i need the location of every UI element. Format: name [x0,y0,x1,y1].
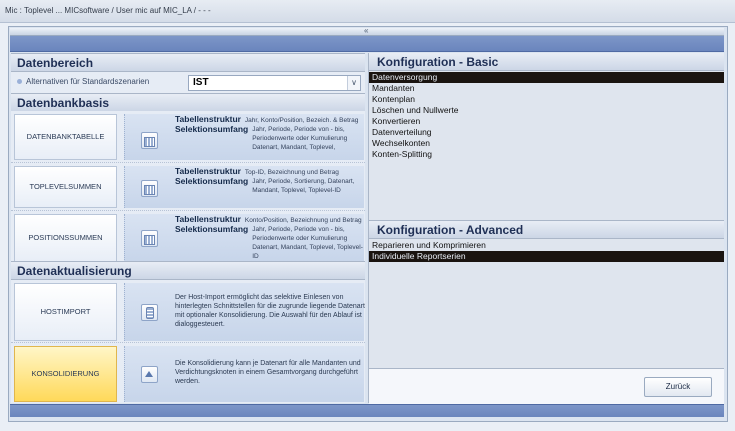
table-icon [141,180,158,197]
list-item[interactable]: Wechselkonten [372,138,430,148]
button-label: KONSOLIDIERUNG [31,369,100,378]
back-button[interactable]: Zurück [644,377,712,397]
hostimport-description: Der Host-Import ermöglicht das selektive Einlesen von hinterlegten Schnittstellen für die zugrunde liegende Datenart mit optionaler Konsolidierung. Die Auswahl für den Ablauf ist dialoggesteuert. [175,294,365,328]
structure-value: Jahr, Konto/Position, Bezeich. & Betrag [244,117,359,124]
header-bar [10,36,724,52]
datenbanktabelle-button[interactable] [14,114,117,160]
consolidate-icon [141,366,158,383]
right-pane [368,53,724,403]
button-label: TOPLEVELSUMMEN [29,182,102,191]
button-label: HOSTIMPORT [40,307,91,316]
chevron-down-icon[interactable]: ∨ [347,76,360,90]
alternatives-value: IST [193,77,209,88]
konsolidierung-description: Die Konsolidierung kann je Datenart für alle Mandanten und Verdichtungsknoten in einem Gesamtvorgang durchgeführt werden. [175,360,361,385]
db-row-toplevelsummen [11,163,365,211]
selection-key: Selektionsumfang [175,176,249,186]
selection-key: Selektionsumfang [175,124,249,134]
db-row-datenbanktabelle [11,111,365,163]
bullet-icon [17,79,22,84]
list-item[interactable]: Mandanten [372,83,415,93]
section-datenbereich [11,53,365,72]
section-datenbankbasis [11,93,365,112]
status-bar [10,404,724,417]
structure-key: Tabellenstruktur [175,114,241,124]
info-panel [124,214,364,262]
update-row-konsolidierung [11,343,365,403]
config-basic-list [369,72,724,217]
config-advanced-header [369,220,724,239]
button-label: POSITIONSSUMMEN [28,233,103,242]
structure-key: Tabellenstruktur [175,214,241,224]
section-title: Datenaktualisierung [17,264,132,278]
selection-value: Jahr, Periode, Periode von - bis, Periodenwerte oder Kumulierung Datenart, Mandant, Toplevel, [252,126,348,151]
info-panel [124,283,364,341]
config-advanced-list [369,240,724,365]
window-title: Mic : Toplevel ... MICsoftware / User mic auf MIC_LA / - - - [5,6,211,15]
list-item[interactable]: Löschen und Nullwerte [372,105,459,115]
list-item[interactable]: Konten-Splitting [372,149,433,159]
info-panel [124,346,364,402]
table-icon [141,230,158,247]
collapse-strip[interactable] [10,28,724,36]
list-item[interactable]: Datenverteilung [372,127,432,137]
list-item[interactable]: Reparieren und Komprimieren [372,240,486,250]
info-panel [124,114,364,160]
config-basic-title: Konfiguration - Basic [377,55,499,69]
database-icon [141,304,158,321]
section-datenaktualisierung [11,261,365,280]
structure-value: Top-ID, Bezeichnung und Betrag [244,169,339,176]
window-titlebar [0,0,735,23]
list-item[interactable]: Kontenplan [372,94,416,104]
config-advanced-title: Konfiguration - Advanced [377,223,524,237]
positionssummen-button[interactable] [14,214,117,262]
alternatives-select[interactable] [188,75,361,91]
db-row-positionssummen [11,211,365,265]
collapse-icon[interactable]: « [364,26,369,35]
list-item[interactable]: Datenversorgung [369,72,724,83]
list-item[interactable]: Konvertieren [372,116,421,126]
update-row-hostimport [11,280,365,343]
alternatives-row [11,73,365,91]
config-basic-header [369,53,724,71]
selection-key: Selektionsumfang [175,224,249,234]
table-icon [141,132,158,149]
left-pane [11,53,365,403]
button-label: DATENBANKTABELLE [26,132,105,141]
section-title: Datenbereich [17,56,94,70]
hostimport-button[interactable] [14,283,117,341]
section-title: Datenbankbasis [17,96,110,110]
konsolidierung-button[interactable] [14,346,117,402]
structure-key: Tabellenstruktur [175,166,241,176]
info-panel [124,166,364,208]
selection-value: Jahr, Periode, Sortierung, Datenart, Mandant, Toplevel, Toplevel-ID [252,178,355,194]
alternatives-label: Alternativen für Standardszenarien [26,77,150,86]
list-item[interactable]: Individuelle Reportserien [369,251,724,262]
structure-value: Konto/Position, Bezeichnung und Betrag [244,217,362,224]
selection-value: Jahr, Periode, Periode von - bis, Periodenwerte oder Kumulierung Datenart, Mandant, Toplevel, Toplevel-ID [252,226,363,260]
toplevelsummen-button[interactable] [14,166,117,208]
